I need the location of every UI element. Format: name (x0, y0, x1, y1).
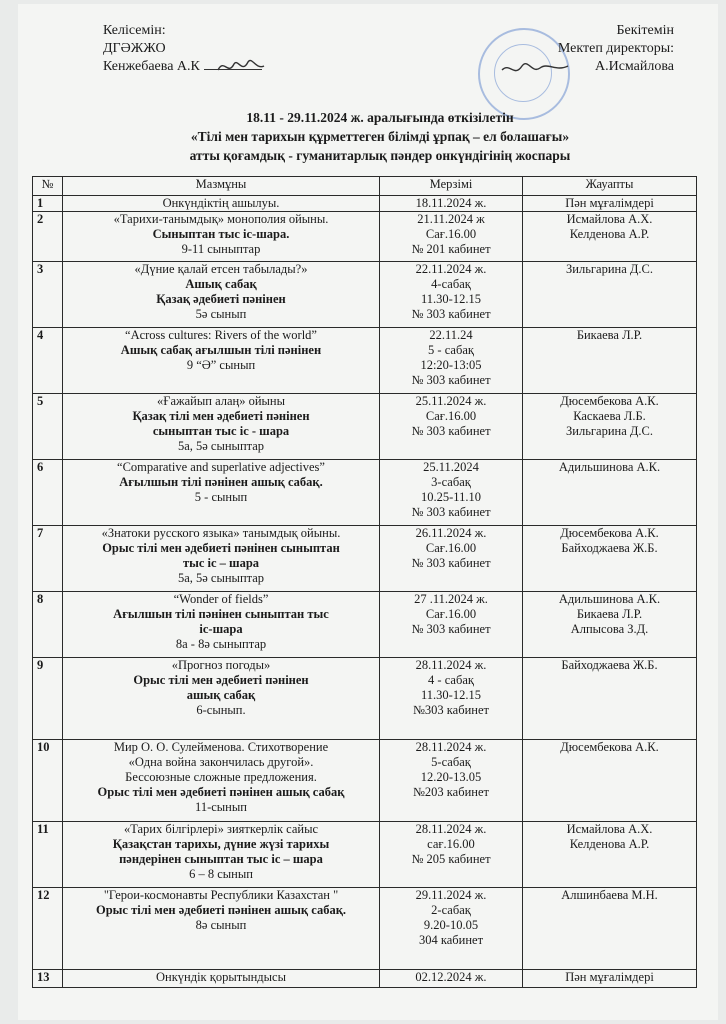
table-row (33, 822, 697, 888)
responsible-line: Пән мұғалімдері (565, 970, 654, 984)
date-line: 304 кабинет (418, 933, 484, 947)
content-line: іс-шара (199, 622, 243, 636)
table-row (33, 212, 697, 262)
responsible-line: Алшинбаева М.Н. (561, 888, 658, 902)
date-line: 9.20-10.05 (423, 918, 479, 932)
approval-block-right (558, 22, 674, 76)
deputy-title: ДГӘЖЖО (103, 41, 166, 56)
responsible-line: Исмайлова А.Х. (566, 822, 653, 836)
plan-table (32, 176, 697, 988)
content-line: 5а, 5ә сыныптар (177, 571, 265, 585)
row-content (63, 740, 380, 822)
director-name: А.Исмайлова (594, 59, 674, 74)
responsible-line: Зильгарина Д.С. (566, 262, 653, 276)
row-responsible (523, 592, 697, 658)
content-line: "Герои-космонавты Республики Казахстан " (103, 888, 339, 902)
row-responsible (523, 460, 697, 526)
table-row (33, 196, 697, 212)
content-line: Ашық сабақ (185, 277, 257, 291)
content-line: 8а - 8ә сыныптар (175, 637, 267, 651)
table-row (33, 526, 697, 592)
date-line: № 303 кабинет (411, 424, 491, 438)
row-responsible (523, 328, 697, 394)
approve-label: Бекітемін (616, 23, 674, 38)
row-content (63, 394, 380, 460)
date-line: 27 .11.2024 ж. (414, 592, 488, 606)
responsible-line: Келденова А.Р. (569, 837, 650, 851)
row-content (63, 658, 380, 740)
content-line: Ағылшын тілі пәнінен сыныптан тыс (113, 607, 329, 621)
title-line-1: 18.11 - 29.11.2024 ж. аралығында өткізілетін (246, 110, 514, 125)
date-line: 21.11.2024 ж (417, 212, 485, 226)
row-number: 13 (33, 970, 63, 988)
row-date (380, 822, 523, 888)
date-line: № 303 кабинет (411, 622, 491, 636)
row-content (63, 196, 380, 212)
content-line: “Comparative and superlative adjectives” (117, 460, 325, 474)
row-number: 7 (33, 526, 63, 592)
date-line: № 303 кабинет (411, 307, 491, 321)
col-responsible-header: Жауапты (523, 177, 697, 196)
date-line: 28.11.2024 ж. (415, 658, 487, 672)
content-line: «Одна война закончилась другой». (128, 755, 314, 769)
date-line: 22.11.2024 ж. (415, 262, 487, 276)
row-responsible (523, 526, 697, 592)
date-line: сағ.16.00 (427, 837, 475, 851)
deputy-name: Кенжебаева А.К (103, 58, 262, 76)
col-content-header: Мазмұны (63, 177, 380, 196)
date-line: 25.11.2024 ж. (415, 394, 487, 408)
responsible-line: Каскаева Л.Б. (573, 409, 646, 423)
row-date (380, 394, 523, 460)
content-line: 9-11 сыныптар (181, 242, 261, 256)
content-line: сыныптан тыс іс - шара (152, 424, 290, 438)
row-number: 2 (33, 212, 63, 262)
responsible-line: Келденова А.Р. (569, 227, 650, 241)
col-number-header: № (33, 177, 63, 196)
table-row (33, 970, 697, 988)
content-line: Орыс тілі мен әдебиеті пәнінен (133, 673, 309, 687)
content-line: 6 – 8 сынып (189, 867, 253, 881)
row-content (63, 592, 380, 658)
row-date (380, 658, 523, 740)
row-content (63, 262, 380, 328)
content-line: 5 - сынып (194, 490, 248, 504)
content-line: 5ә сынып (195, 307, 247, 321)
row-date (380, 592, 523, 658)
table-row (33, 592, 697, 658)
row-responsible (523, 196, 697, 212)
date-line: 4 - сабақ (428, 673, 474, 687)
row-responsible (523, 262, 697, 328)
content-line: Орыс тілі мен әдебиеті пәнінен ашық сабақ (97, 785, 345, 799)
row-content (63, 460, 380, 526)
content-line: «Тарих білгірлері» зияткерлік сайыс (123, 822, 319, 836)
content-line: Онкүндік қорытындысы (156, 970, 286, 984)
date-line: 5 - сабақ (428, 343, 474, 357)
date-line: Сағ.16.00 (425, 607, 477, 621)
content-line: 5а, 5ә сыныптар (177, 439, 265, 453)
responsible-line: Байходжаева Ж.Б. (561, 541, 658, 555)
content-line: Орыс тілі мен әдебиеті пәнінен сыныптан (102, 541, 340, 555)
responsible-line: Бикаева Л.Р. (576, 328, 643, 342)
responsible-line: Дюсембекова А.К. (560, 394, 659, 408)
responsible-line: Зильгарина Д.С. (566, 424, 653, 438)
row-date (380, 262, 523, 328)
responsible-line: Байходжаева Ж.Б. (561, 658, 658, 672)
table-row (33, 394, 697, 460)
date-line: 3-сабақ (431, 475, 471, 489)
responsible-line: Бикаева Л.Р. (576, 607, 643, 621)
title-line-3: атты қоғамдық - гуманитарлық пәндер онкүндігінің жоспары (189, 148, 571, 163)
row-number: 10 (33, 740, 63, 822)
table-row (33, 460, 697, 526)
row-number: 4 (33, 328, 63, 394)
responsible-line: Дюсембекова А.К. (560, 740, 659, 754)
row-date (380, 740, 523, 822)
date-line: 12.20-13.05 (420, 770, 482, 784)
content-line: ашық сабақ (186, 688, 256, 702)
date-line: 28.11.2024 ж. (415, 822, 487, 836)
responsible-line: Алпысова З.Д. (570, 622, 649, 636)
content-line: «Знатоки русского языка» танымдық ойыны. (101, 526, 341, 540)
table-header-row (33, 177, 697, 196)
content-line: “Wonder of fields” (173, 592, 269, 606)
date-line: 5-сабақ (431, 755, 471, 769)
date-line: 18.11.2024 ж. (415, 196, 487, 210)
table-row (33, 888, 697, 970)
date-line: № 205 кабинет (411, 852, 491, 866)
date-line: № 303 кабинет (411, 373, 491, 387)
row-number: 8 (33, 592, 63, 658)
row-date (380, 328, 523, 394)
content-line: Мир О. О. Сулейменова. Стихотворение (113, 740, 329, 754)
row-number: 9 (33, 658, 63, 740)
responsible-line: Адильшинова А.К. (558, 592, 661, 606)
col-date-header: Мерзімі (380, 177, 523, 196)
date-line: 29.11.2024 ж. (415, 888, 487, 902)
table-row (33, 658, 697, 740)
date-line: 10.25-11.10 (421, 490, 481, 504)
date-line: № 201 кабинет (411, 242, 491, 256)
content-line: «Ғажайып алаң» ойыны (156, 394, 286, 408)
date-line: 28.11.2024 ж. (415, 740, 487, 754)
row-responsible (523, 740, 697, 822)
content-line: 6-сынып. (196, 703, 246, 717)
content-line: “Across cultures: Rivers of the world” (125, 328, 317, 342)
row-number: 5 (33, 394, 63, 460)
row-date (380, 196, 523, 212)
date-line: 12:20-13:05 (420, 358, 482, 372)
content-line: пәндерінен сыныптан тыс іс – шара (119, 852, 323, 866)
content-line: «Прогноз погоды» (171, 658, 271, 672)
content-line: Қазақ тілі мен әдебиеті пәнінен (132, 409, 310, 423)
row-date (380, 970, 523, 988)
row-responsible (523, 212, 697, 262)
row-responsible (523, 394, 697, 460)
date-line: №303 кабинет (413, 703, 489, 717)
row-responsible (523, 888, 697, 970)
date-line: 25.11.2024 (423, 460, 479, 474)
content-line: Қазақстан тарихы, дүние жүзі тарихы (112, 837, 330, 851)
date-line: 26.11.2024 ж. (415, 526, 487, 540)
responsible-line: Исмайлова А.Х. (566, 212, 653, 226)
date-line: №203 кабинет (413, 785, 489, 799)
row-number: 6 (33, 460, 63, 526)
row-date (380, 212, 523, 262)
row-number: 11 (33, 822, 63, 888)
row-responsible (523, 970, 697, 988)
content-line: тыс іс – шара (182, 556, 260, 570)
date-line: 22.11.24 (429, 328, 473, 342)
content-line: 11-сынып (195, 800, 247, 814)
date-line: № 303 кабинет (411, 556, 491, 570)
date-line: 4-сабақ (431, 277, 471, 291)
title-line-2: «Тілі мен тарихын құрметтеген білімді ұрпақ – ел болашағы» (190, 129, 570, 144)
responsible-line: Дюсембекова А.К. (560, 526, 659, 540)
content-line: «Дүние қалай етсен табылады?» (134, 262, 308, 276)
director-title: Мектеп директоры: (557, 41, 674, 56)
date-line: Сағ.16.00 (425, 409, 477, 423)
table-row (33, 262, 697, 328)
content-line: Онкүндіктің ашылуы. (162, 196, 280, 210)
table-row (33, 328, 697, 394)
content-line: Бессоюзные сложные предложения. (125, 770, 317, 784)
row-responsible (523, 658, 697, 740)
content-line: 8ә сынып (195, 918, 247, 932)
row-number: 1 (33, 196, 63, 212)
date-line: 02.12.2024 ж. (415, 970, 487, 984)
row-number: 12 (33, 888, 63, 970)
content-line: Орыс тілі мен әдебиеті пәнінен ашық сабақ. (95, 903, 347, 917)
content-line: Қазақ әдебиеті пәнінен (156, 292, 286, 306)
row-number: 3 (33, 262, 63, 328)
content-line: Ағылшын тілі пәнінен ашық сабақ. (119, 475, 323, 489)
row-date (380, 526, 523, 592)
date-line: 2-сабақ (431, 903, 471, 917)
row-date (380, 460, 523, 526)
date-line: Сағ.16.00 (425, 541, 477, 555)
date-line: 11.30-12.15 (421, 292, 481, 306)
content-line: «Тарихи-танымдық» монополия ойыны. (113, 212, 329, 226)
agreed-label: Келісемін: (103, 23, 166, 38)
date-line: № 303 кабинет (411, 505, 491, 519)
date-line: 11.30-12.15 (421, 688, 481, 702)
row-content (63, 970, 380, 988)
responsible-line: Адильшинова А.К. (558, 460, 661, 474)
table-row (33, 740, 697, 822)
row-content (63, 212, 380, 262)
row-responsible (523, 822, 697, 888)
date-line: Сағ.16.00 (425, 227, 477, 241)
document-title (100, 108, 660, 165)
row-date (380, 888, 523, 970)
content-line: Ашық сабақ ағылшын тілі пәнінен (120, 343, 322, 357)
content-line: Сыныптан тыс іс-шара. (152, 227, 290, 241)
content-line: 9 “Ә” сынып (186, 358, 256, 372)
row-content (63, 888, 380, 970)
row-content (63, 822, 380, 888)
row-content (63, 526, 380, 592)
responsible-line: Пән мұғалімдері (565, 196, 654, 210)
row-content (63, 328, 380, 394)
signature-left (216, 56, 266, 78)
